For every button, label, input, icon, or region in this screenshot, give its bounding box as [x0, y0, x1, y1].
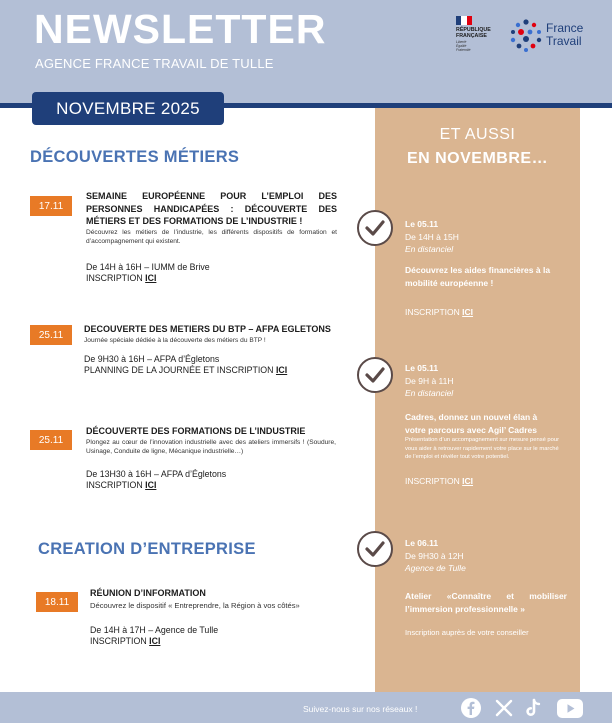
rf-line2: FRANÇAISE: [456, 33, 487, 39]
event-title: DÉCOUVERTE DES FORMATIONS DE L’INDUSTRIE: [86, 426, 306, 436]
france-travail-dots-icon: [508, 18, 544, 54]
rf-motto-2: Égalité: [456, 44, 467, 48]
rf-motto-1: Liberté: [456, 40, 467, 44]
event-inscription: [86, 273, 337, 284]
sidebar-event-place: Agence de Tulle: [405, 563, 466, 573]
sidebar-event-inscription: [405, 475, 575, 487]
event-time: De 14H à 17H – Agence de Tulle: [90, 624, 219, 635]
event-item: [86, 425, 336, 491]
event-inscription: [90, 636, 320, 647]
ft-line2: Travail: [546, 34, 582, 48]
event-description: Découvrez le dispositif « Entreprendre, la Région à vos côtés»: [90, 600, 300, 610]
event-item: [90, 587, 320, 647]
date-badge: 18.11: [36, 592, 78, 612]
sidebar-event-inscription: [405, 306, 575, 318]
tiktok-icon[interactable]: [523, 697, 545, 719]
inscription-label: INSCRIPTION: [405, 475, 460, 486]
footer-follow-text: Suivez-nous sur nos réseaux !: [303, 704, 418, 714]
rf-motto-3: Fraternité: [456, 48, 471, 52]
sidebar-event-title: Découvrez les aides financières à la mobilité européenne !: [405, 265, 551, 288]
check-icon: [357, 357, 393, 393]
sidebar-event-description: Présentation d’un accompagnement sur mesure pensé pour vous aider à retrouver rapidement votre place sur le marché de l’emploi et révéler tout votre potentiel.: [405, 437, 560, 460]
section-title-creation: CREATION D’ENTREPRISE: [38, 540, 256, 558]
event-inscription: [84, 365, 344, 376]
event-time: De 9H30 à 16H – AFPA d’Égletons: [84, 354, 220, 364]
x-icon[interactable]: [493, 697, 515, 719]
sidebar-event-time: De 9H30 à 12H: [405, 551, 464, 561]
inscription-label: INSCRIPTION: [86, 479, 143, 490]
event-description: Plongez au cœur de l’innovation industrielle avec des ateliers immersifs ! (Soudure, Usinage, Conduite de ligne, Mécanique industrielle…): [86, 438, 336, 455]
inscription-label: PLANNING DE LA JOURNÉE ET INSCRIPTION: [84, 365, 274, 375]
agency-subtitle: AGENCE FRANCE TRAVAIL DE TULLE: [35, 56, 274, 71]
inscription-link[interactable]: ICI: [275, 365, 288, 375]
france-travail-wordmark: [546, 22, 583, 48]
sidebar-event: [405, 537, 575, 639]
sidebar-event-title: Cadres, donnez un nouvel élan à votre parcours avec Agil’ Cadres: [405, 412, 538, 435]
sidebar-event-date: Le 06.11: [405, 538, 439, 548]
youtube-icon[interactable]: [556, 697, 584, 719]
inscription-label: INSCRIPTION: [90, 635, 147, 646]
sidebar-event-time: De 14H à 15H: [405, 232, 459, 242]
event-title: RÉUNION D’INFORMATION: [90, 588, 206, 598]
date-badge: 17.11: [30, 196, 72, 216]
sidebar-event-note: Inscription auprès de votre conseiller: [405, 628, 529, 637]
event-inscription: [86, 480, 336, 491]
event-title: DECOUVERTE DES METIERS DU BTP – AFPA EGLETONS: [84, 324, 331, 334]
sidebar-title-line1: ET AUSSI: [439, 126, 516, 143]
french-flag-icon: [456, 16, 472, 25]
sidebar-event-title: Atelier «Connaître et mobiliser l’immersion professionnelle »: [405, 591, 567, 614]
facebook-icon[interactable]: [460, 697, 482, 719]
event-time: De 13H30 à 16H – AFPA d’Égletons: [86, 468, 227, 479]
check-icon: [357, 210, 393, 246]
check-icon: [357, 531, 393, 567]
sidebar-event-date: Le 05.11: [405, 219, 439, 229]
inscription-link[interactable]: ICI: [462, 307, 474, 317]
date-badge: 25.11: [30, 325, 72, 345]
section-title-decouvertes: DÉCOUVERTES MÉTIERS: [30, 148, 240, 166]
inscription-link[interactable]: ICI: [149, 635, 161, 646]
inscription-link[interactable]: ICI: [145, 272, 157, 283]
inscription-label: INSCRIPTION: [86, 272, 143, 283]
event-item: [86, 190, 337, 284]
rf-motto: [456, 40, 502, 52]
sidebar-event-date: Le 05.11: [405, 363, 439, 373]
newsletter-title: NEWSLETTER: [34, 6, 327, 52]
sidebar-event-place: En distanciel: [405, 244, 454, 254]
event-title: SEMAINE EUROPÉENNE POUR L’EMPLOI DES PERSONNES HANDICAPÉES : DÉCOUVERTE DES MÉTIERS ET DES FORMATIONS DE L’INDUSTRIE !: [86, 191, 337, 226]
inscription-link[interactable]: ICI: [462, 475, 474, 486]
inscription-link[interactable]: ICI: [145, 479, 157, 490]
event-time: De 14H à 16H – IUMM de Brive: [86, 261, 210, 272]
ft-line1: France: [546, 21, 584, 35]
event-description: Découvrez les métiers de l’industrie, les différents dispositifs de formation et d’accompagnement qui existent.: [86, 228, 337, 245]
sidebar-event: [405, 362, 575, 487]
inscription-label: INSCRIPTION: [405, 307, 460, 317]
event-description: Journée spéciale dédiée à la découverte des métiers du BTP !: [84, 336, 266, 344]
republique-francaise-logo: [456, 16, 502, 52]
rf-line1: RÉPUBLIQUE: [456, 27, 491, 33]
sidebar-event-time: De 9H à 11H: [405, 376, 454, 386]
month-label: NOVEMBRE 2025: [32, 92, 224, 125]
france-travail-logo: [508, 18, 608, 54]
sidebar-title-line2: EN NOVEMBRE…: [406, 150, 549, 167]
event-item: [84, 323, 344, 376]
sidebar-event-place: En distanciel: [405, 388, 454, 398]
sidebar-event: [405, 218, 575, 318]
date-badge: 25.11: [30, 430, 72, 450]
